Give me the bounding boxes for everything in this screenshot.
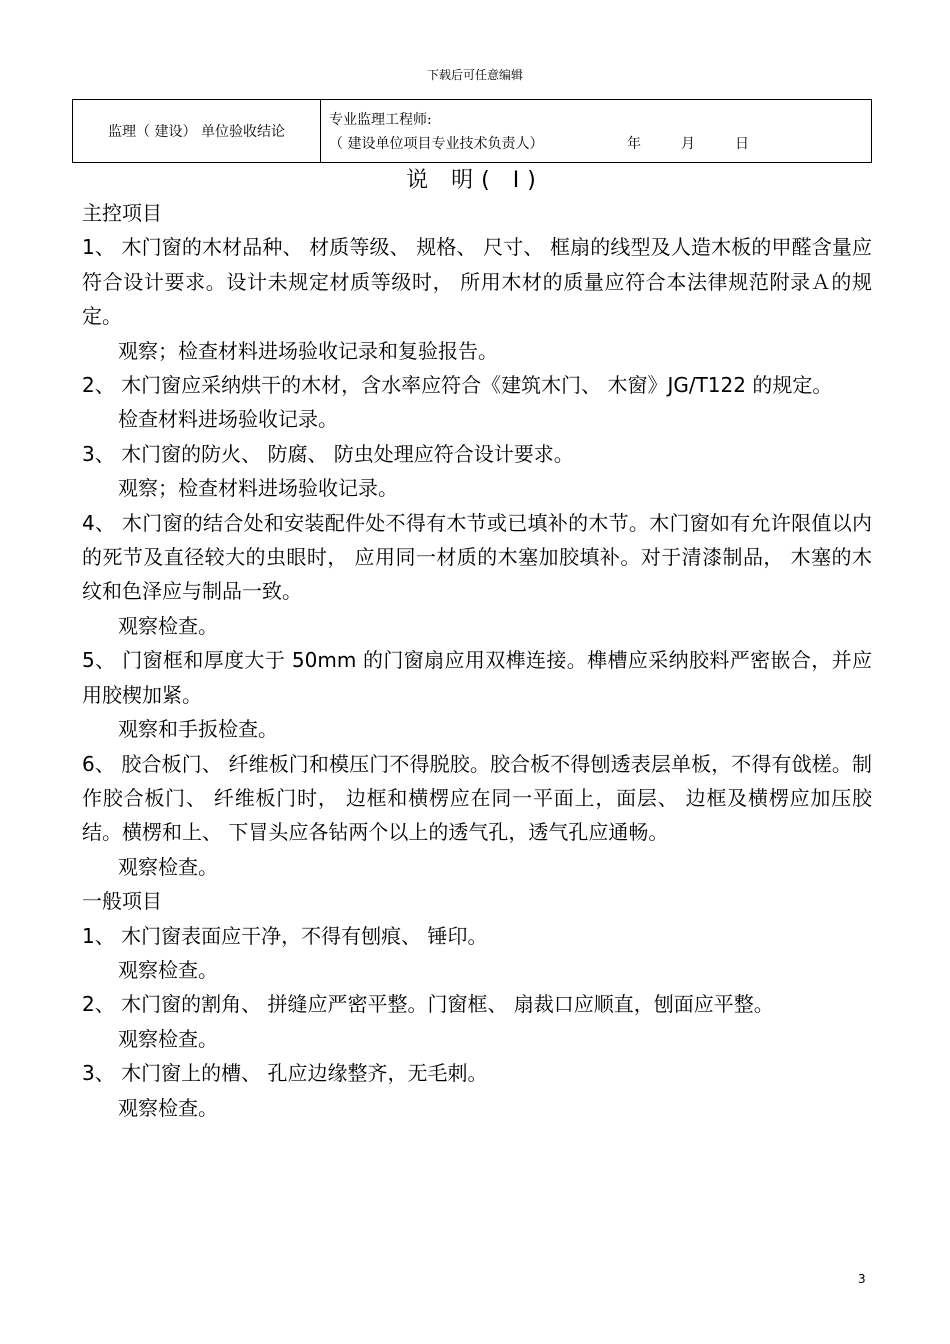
page-number: 3 <box>858 1272 866 1286</box>
signature-cell <box>321 100 871 162</box>
sign-off-table <box>72 99 872 163</box>
general-clause-2: 2、 木门窗的割角、 拼缝应严密平整。门窗框、 扇裁口应顺直，刨面应平整。 <box>82 992 774 1017</box>
general-method-2: 观察检查。 <box>118 1026 218 1051</box>
month-label: 月 <box>681 136 695 152</box>
responsible-label: （ 建设单位项目专业技术负责人） <box>329 136 544 152</box>
method-4: 观察检查。 <box>118 613 218 638</box>
year-label: 年 <box>627 136 641 152</box>
responsible-row <box>329 132 871 156</box>
section-title: 说 明( Ⅰ) <box>406 168 544 193</box>
header-note: 下载后可任意编辑 <box>426 68 523 82</box>
method-1: 观察；检查材料进场验收记录和复验报告。 <box>118 338 498 363</box>
method-5: 观察和手扳检查。 <box>118 717 278 742</box>
general-clause-1: 1、 木门窗表面应干净，不得有刨痕、 锤印。 <box>82 923 488 948</box>
document-body <box>82 196 872 1125</box>
heading-general-items: 一般项目 <box>82 889 162 914</box>
method-3: 观察；检查材料进场验收记录。 <box>118 476 398 501</box>
general-method-3: 观察检查。 <box>118 1095 218 1120</box>
clause-4: 4、 木门窗的结合处和安装配件处不得有木节或已填补的木节。木门窗如有允许限值以内的死节及直径较大的虫眼时， 应用同一材质的木塞加胶填补。对于清漆制品， 木塞的木纹和色泽应与制品一致。 <box>82 510 872 604</box>
clause-6: 6、 胶合板门、 纤维板门和模压门不得脱胶。胶合板不得刨透表层单板，不得有戗槎。制作胶合板门、 纤维板门时， 边框和横楞应在同一平面上，面层、 边框及横楞应加压胶结。横楞和上、 下冒头应各钻两个以上的透气孔，透气孔应通畅。 <box>82 751 872 845</box>
method-2: 检查材料进场验收记录。 <box>118 407 338 432</box>
method-6: 观察检查。 <box>118 854 218 879</box>
clause-1: 1、 木门窗的木材品种、 材质等级、 规格、 尺寸、 框扇的线型及人造木板的甲醛含量应符合设计要求。设计未规定材质等级时， 所用木材的质量应符合本法律规范附录Ａ的规定。 <box>82 235 872 329</box>
day-label: 日 <box>735 136 749 152</box>
clause-2: 2、 木门窗应采纳烘干的木材，含水率应符合《建筑木门、 木窗》JG/T122 的规定。 <box>82 373 833 398</box>
general-method-1: 观察检查。 <box>118 957 218 982</box>
clause-5: 5、 门窗框和厚度大于 50mm 的门窗扇应用双榫连接。榫槽应采纳胶料严密嵌合，并应用胶楔加紧。 <box>82 648 872 707</box>
acceptance-conclusion-label: 监理（ 建设） 单位验收结论 <box>73 100 321 162</box>
clause-3: 3、 木门窗的防火、 防腐、 防虫处理应符合设计要求。 <box>82 441 574 466</box>
general-clause-3: 3、 木门窗上的槽、 孔应边缘整齐，无毛刺。 <box>82 1061 488 1086</box>
heading-main-items: 主控项目 <box>82 201 162 225</box>
engineer-label: 专业监理工程师: <box>329 112 432 128</box>
